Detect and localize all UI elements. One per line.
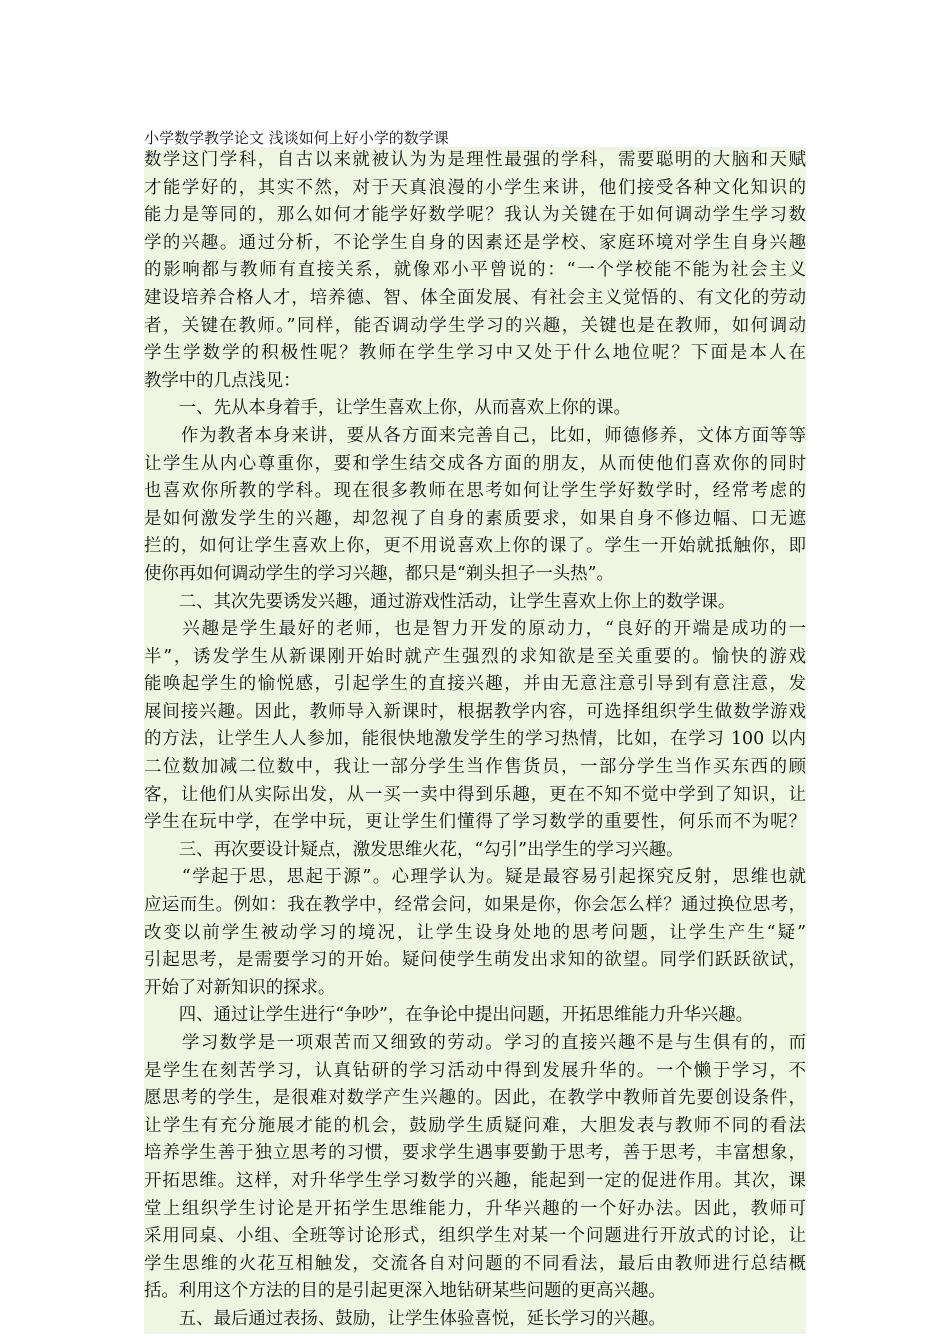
text-line: 半”，诱发学生从新课刚开始时就产生强烈的求知欲是至关重要的。愉快的游戏 [144, 646, 806, 667]
text-line: 改变以前学生被动学习的境况，让学生设身处地的思考问题，让学生产生“疑” [144, 922, 806, 943]
text-line: 开始了对新知识的探求。 [144, 977, 336, 998]
text-line: 是如何激发学生的兴趣，却忽视了自身的素质要求，如果自身不修边幅、口无遮 [144, 508, 806, 529]
text-line: 五、最后通过表扬、鼓励，让学生体验喜悦，延长学习的兴趣。 [144, 1308, 666, 1329]
text-line: 建设培养合格人才，培养德、智、体全面发展、有社会主义觉悟的、有文化的劳动 [144, 287, 806, 308]
text-line: 括。利用这个方法的目的是引起更深入地钻研某些问题的更高兴趣。 [144, 1281, 666, 1302]
text-line: 引起思考，是需要学习的开始。疑问使学生萌发出求知的欲望。同学们跃跃欲试， [144, 950, 806, 971]
document-title: 小学数学教学论文 浅谈如何上好小学的数学课 [144, 129, 449, 147]
text-line: 兴趣是学生最好的老师，也是智力开发的原动力，“良好的开端是成功的一 [144, 619, 806, 640]
text-line: 二、其次先要诱发兴趣，通过游戏性活动，让学生喜欢上你上的数学课。 [144, 591, 736, 612]
text-line: 三、再次要设计疑点，激发思维火花，“勾引”出学生的学习兴趣。 [144, 839, 684, 860]
text-line: 学生在玩中学，在学中玩，更让学生们懂得了学习数学的重要性，何乐而不为呢？ [144, 812, 806, 833]
text-line: 采用同桌、小组、全班等讨论形式，组织学生对某一个问题进行开放式的讨论，让 [144, 1226, 806, 1247]
text-line: 四、通过让学生进行“争吵”，在争论中提出问题，开拓思维能力升华兴趣。 [144, 1005, 754, 1026]
text-line: 一、先从本身着手，让学生喜欢上你，从而喜欢上你的课。 [144, 398, 631, 419]
text-line: 能力是等同的，那么如何才能学好数学呢？我认为关键在于如何调动学生学习数 [144, 205, 806, 226]
text-line: 开拓思维。这样，对升华学生学习数学的兴趣，能起到一定的促进作用。其次，课 [144, 1170, 806, 1191]
text-line: 才能学好的，其实不然，对于天真浪漫的小学生来讲，他们接受各种文化知识的 [144, 177, 806, 198]
text-line: 教学中的几点浅见： [144, 370, 301, 391]
text-line: 的影响都与教师有直接关系，就像邓小平曾说的：“一个学校能不能为社会主义 [144, 260, 806, 281]
text-line: 的方法，让学生人人参加，能很快地激发学生的学习热情，比如，在学习 100 以内 [144, 729, 806, 750]
text-line: 拦的，如何让学生喜欢上你，更不用说喜欢上你的课了。学生一开始就抵触你，即 [144, 536, 806, 557]
text-line: 让学生有充分施展才能的机会，鼓励学生质疑问难，大胆发表与教师不同的看法 [144, 1115, 806, 1136]
text-line: 学的兴趣。通过分析，不论学生自身的因素还是学校、家庭环境对学生自身兴趣 [144, 232, 806, 253]
text-line: “学起于思，思起于源”。心理学认为。疑是最容易引起探究反射，思维也就 [144, 867, 806, 888]
text-line: 作为教者本身来讲，要从各方面来完善自己，比如，师德修养，文体方面等等 [144, 425, 806, 446]
text-line: 愿思考的学生，是很难对数学产生兴趣的。因此，在教学中教师首先要创设条件， [144, 1088, 806, 1109]
text-line: 使你再如何调动学生的学习兴趣，都只是“剃头担子一头热”。 [144, 563, 614, 584]
text-line: 客，让他们从实际出发，从一买一卖中得到乐趣，更在不知不觉中学到了知识，让 [144, 784, 806, 805]
text-line: 应运而生。例如：我在教学中，经常会问，如果是你，你会怎么样？通过换位思考， [144, 895, 806, 916]
text-line: 学习数学是一项艰苦而又细致的劳动。学习的直接兴趣不是与生俱有的，而 [144, 1033, 806, 1053]
text-line: 数学这门学科，自古以来就被认为为是理性最强的学科，需要聪明的大脑和天赋 [144, 150, 806, 170]
text-line: 学生学数学的积极性呢？教师在学生学习中又处于什么地位呢？下面是本人在 [144, 343, 806, 364]
text-line: 堂上组织学生讨论是开拓学生思维能力，升华兴趣的一个好办法。因此，教师可 [144, 1198, 806, 1219]
text-line: 也喜欢你所教的学科。现在很多教师在思考如何让学生学好数学时，经常考虑的 [144, 481, 806, 502]
text-line: 让学生从内心尊重你，要和学生结交成各方面的朋友，从而使他们喜欢你的同时 [144, 453, 806, 474]
text-line: 能唤起学生的愉悦感，引起学生的直接兴趣，并由无意注意引导到有意注意，发 [144, 674, 806, 695]
text-line: 学生思维的火花互相触发，交流各自对问题的不同看法，最后由教师进行总结概 [144, 1253, 806, 1274]
text-line: 培养学生善于独立思考的习惯，要求学生遇事要勤于思考，善于思考，丰富想象， [144, 1143, 806, 1164]
text-line: 是学生在刻苦学习，认真钻研的学习活动中得到发展升华的。一个懒于学习，不 [144, 1060, 806, 1081]
article-body [144, 147, 806, 1334]
text-line: 二位数加减二位数中，我让一部分学生当作售货员，一部分学生当作买东西的顾 [144, 757, 806, 778]
text-line: 者，关键在教师。”同样，能否调动学生学习的兴趣，关键也是在教师，如何调动 [144, 315, 806, 336]
text-line: 展间接兴趣。因此，教师导入新课时，根据教学内容，可选择组织学生做数学游戏 [144, 701, 806, 722]
